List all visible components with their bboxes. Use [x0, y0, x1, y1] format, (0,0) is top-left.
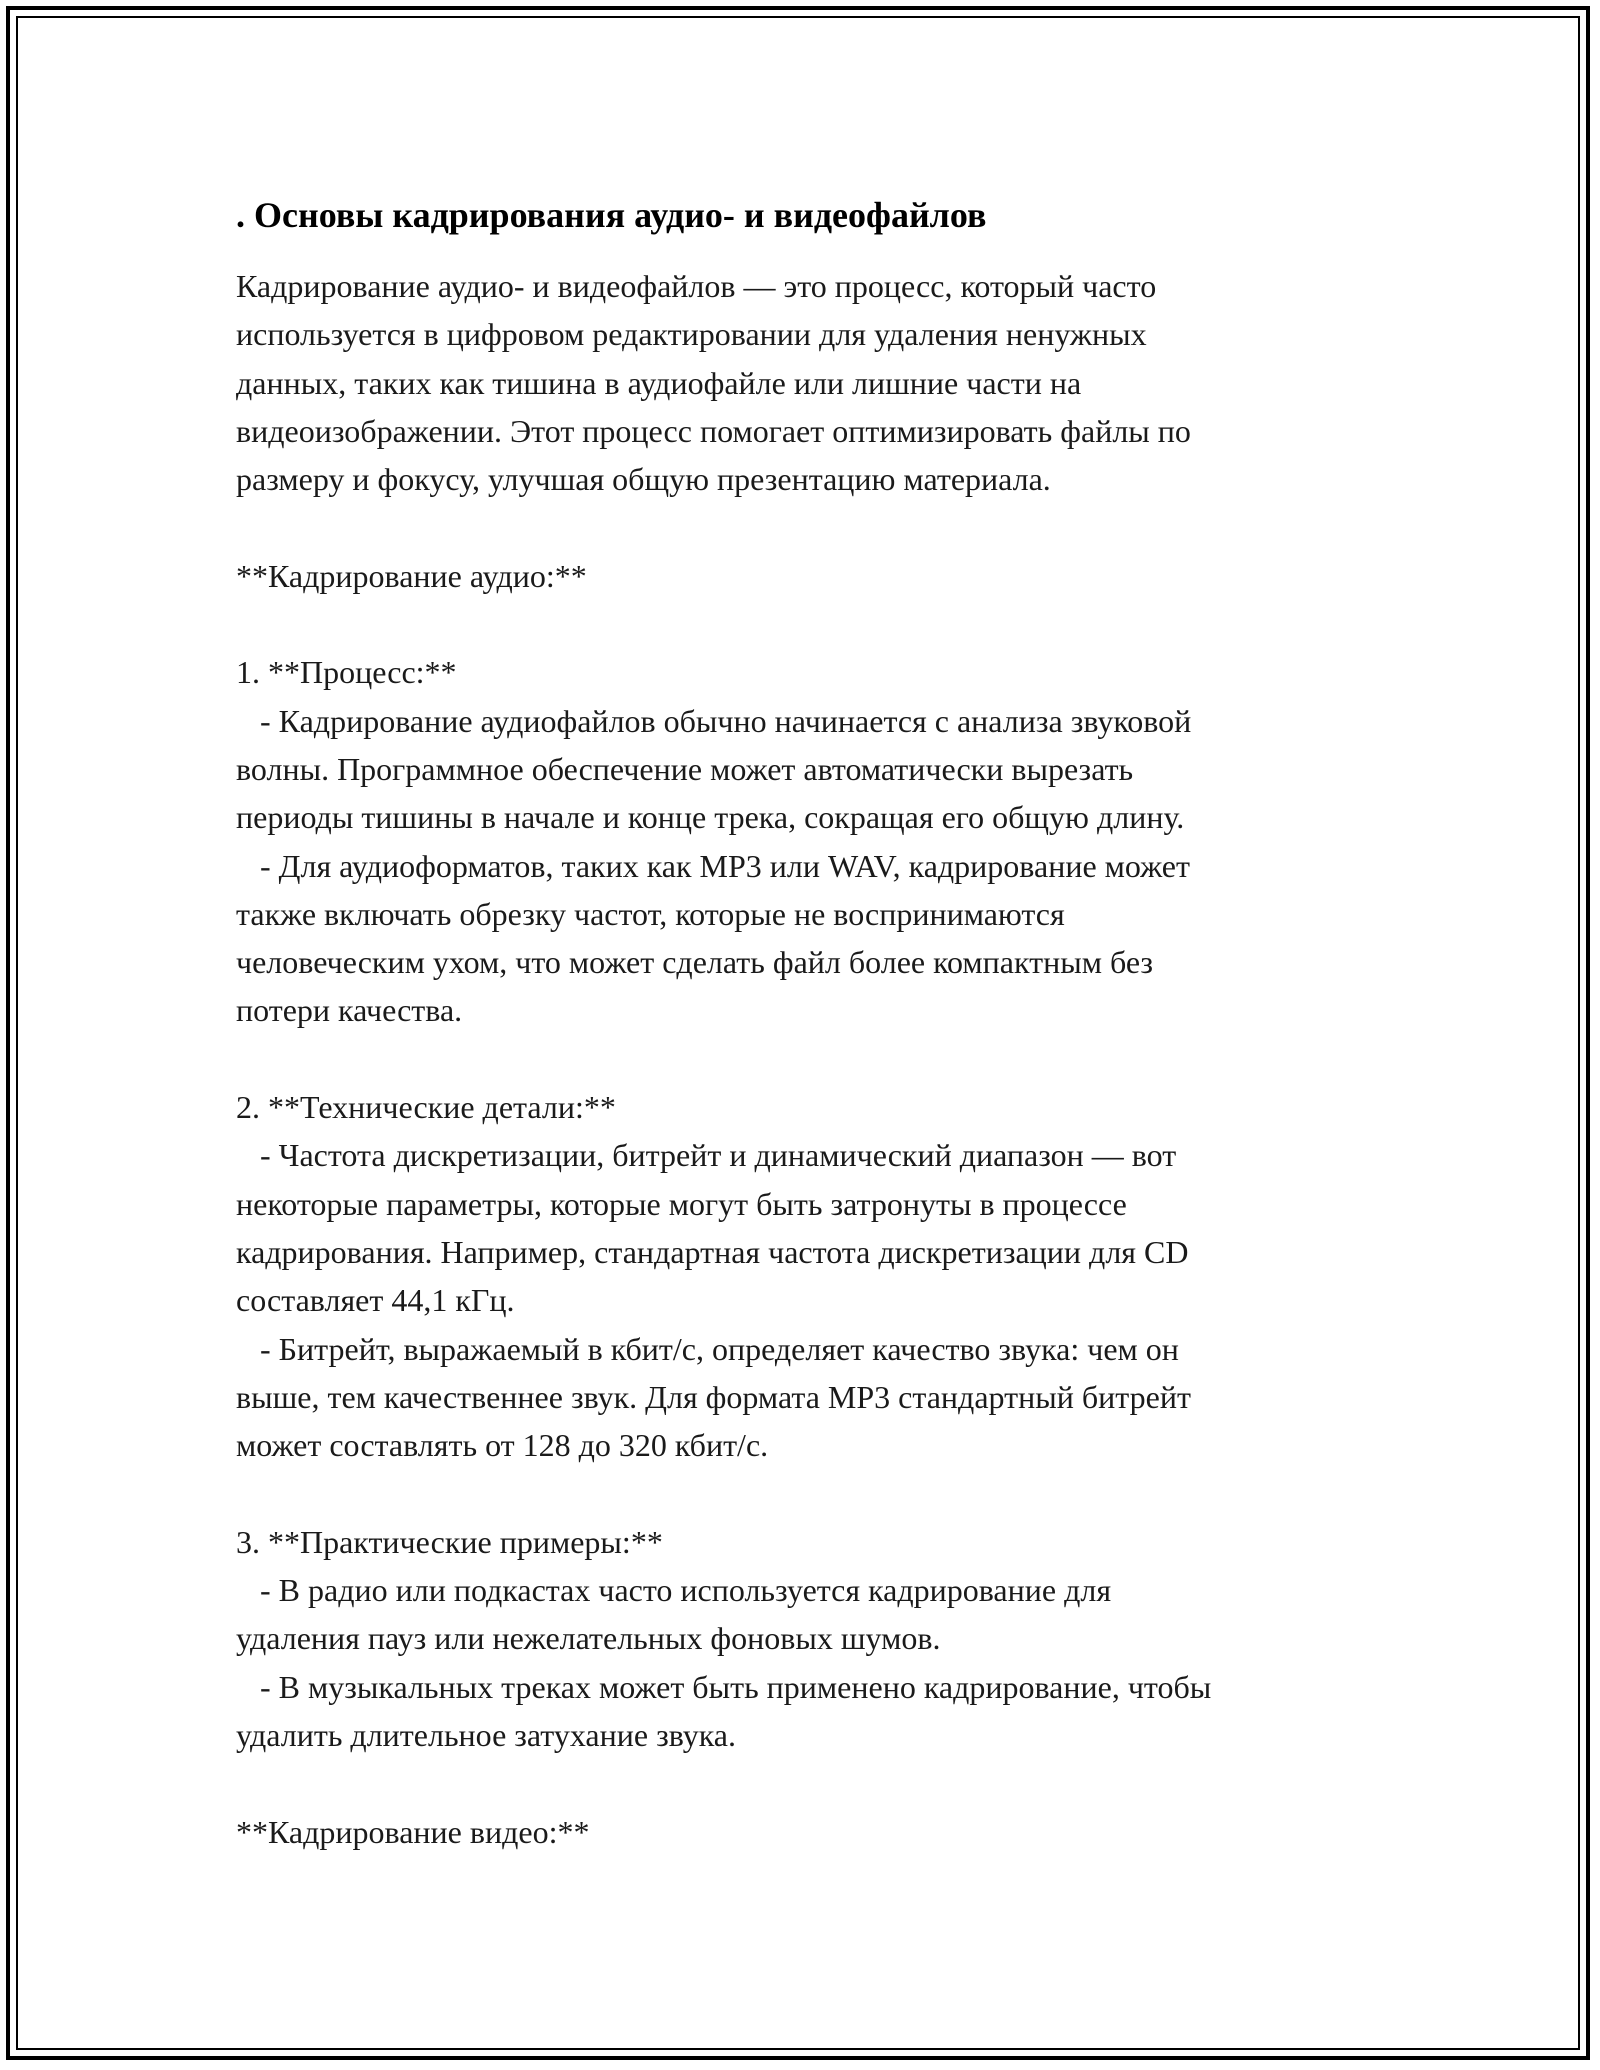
section-line: кадрирования. Например, стандартная частота дискретизации для CD	[236, 1233, 1189, 1270]
video-heading: **Кадрирование видео:**	[236, 1813, 590, 1850]
intro-line: данных, таких как тишина в аудиофайле или лишние части на	[236, 364, 1082, 401]
section-line: также включать обрезку частот, которые не воспринимаются	[236, 895, 1065, 932]
intro-line: используется в цифровом редактировании для удаления ненужных	[236, 316, 1147, 353]
section-technical-details	[236, 1083, 1376, 1469]
blank-line	[236, 1759, 1376, 1807]
intro-paragraph	[236, 262, 1376, 503]
section-process	[236, 648, 1376, 1034]
section-line: - Для аудиоформатов, таких как MP3 или WAV, кадрирование может	[236, 847, 1190, 884]
section-line: выше, тем качественнее звук. Для формата MP3 стандартный битрейт	[236, 1378, 1191, 1415]
section-practical-examples	[236, 1518, 1376, 1759]
section-line: человеческим ухом, что может сделать файл более компактным без	[236, 944, 1154, 981]
intro-line: размеру и фокусу, улучшая общую презентацию материала.	[236, 461, 1051, 498]
document-body	[236, 188, 1376, 1856]
section-line: потери качества.	[236, 992, 463, 1029]
section-line: составляет 44,1 кГц.	[236, 1282, 515, 1319]
section-line: некоторые параметры, которые могут быть затронуты в процессе	[236, 1185, 1127, 1222]
blank-line	[236, 503, 1376, 551]
section-line: - В музыкальных треках может быть применено кадрирование, чтобы	[236, 1668, 1212, 1705]
audio-heading: **Кадрирование аудио:**	[236, 557, 587, 594]
document-title: . Основы кадрирования аудио- и видеофайлов	[236, 195, 987, 235]
section-line: - Частота дискретизации, битрейт и динамический диапазон — вот	[236, 1137, 1177, 1174]
section-heading: 3. **Практические примеры:**	[236, 1523, 663, 1560]
section-line: периоды тишины в начале и конце трека, сокращая его общую длину.	[236, 799, 1185, 836]
section-line: - В радио или подкастах часто используется кадрирование для	[236, 1572, 1112, 1609]
section-line: удалить длительное затухание звука.	[236, 1716, 736, 1753]
section-heading: 1. **Процесс:**	[236, 654, 457, 691]
intro-line: Кадрирование аудио- и видеофайлов — это процесс, который часто	[236, 268, 1157, 304]
blank-line	[236, 600, 1376, 648]
section-line: - Битрейт, выражаемый в кбит/с, определяет качество звука: чем он	[236, 1330, 1179, 1367]
intro-line: видеоизображении. Этот процесс помогает оптимизировать файлы по	[236, 412, 1191, 449]
section-line: может составлять от 128 до 320 кбит/с.	[236, 1427, 769, 1464]
section-heading: 2. **Технические детали:**	[236, 1089, 616, 1126]
section-line: волны. Программное обеспечение может автоматически вырезать	[236, 750, 1134, 787]
blank-line	[236, 1035, 1376, 1083]
blank-line	[236, 1469, 1376, 1517]
section-line: - Кадрирование аудиофайлов обычно начинается с анализа звуковой	[236, 702, 1192, 739]
section-line: удаления пауз или нежелательных фоновых шумов.	[236, 1620, 941, 1657]
